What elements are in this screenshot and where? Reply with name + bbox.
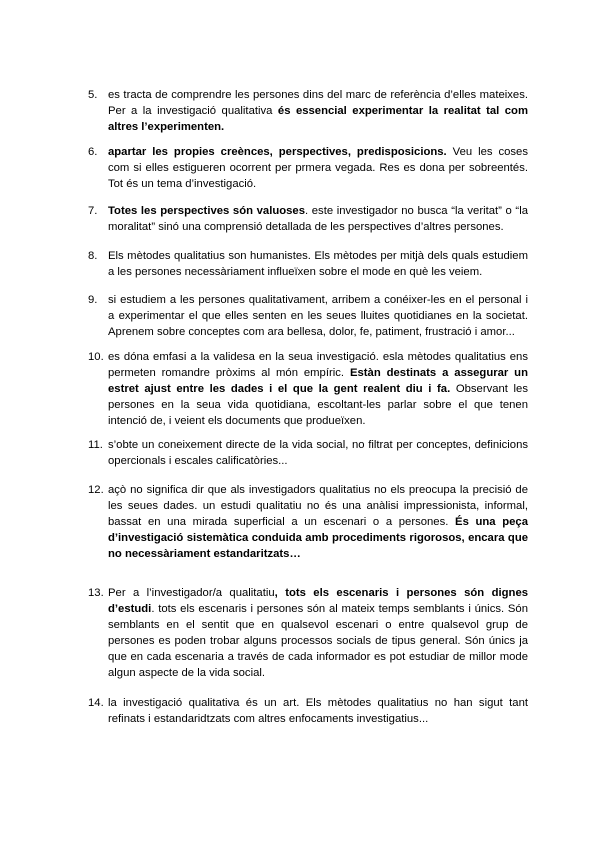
item-number: 10. [88, 351, 104, 363]
item-number: 9. [88, 294, 98, 306]
item-number: 6. [88, 146, 98, 158]
item-number: 7. [88, 205, 98, 217]
item-text [108, 203, 528, 235]
text-segment: Els mètodes qualitatius son humanistes. Els mètodes per mitjà dels quals estudiem a les persones necessàriament influeïxen sobre el mode en què les veiem. [108, 250, 528, 278]
text-segment: es dóna emfasi a la validesa en la seua investigació. esla mètodes qualitatius ens permeten romandre pròxims al món empíric. [108, 351, 528, 379]
text-segment: . este investigador no busca “la veritat” o “la moralitat” sinó una comprensió detallada de les perspectives d’altres persones. [108, 205, 528, 233]
list-item-7 [88, 203, 528, 235]
bold-segment: És una peça d’investigació sistemàtica conduida amb procediments rigorosos, encara que no necessàriament estandaritzats… [108, 516, 528, 560]
bold-segment: Estàn destinats a assegurar un estret ajust entre les dades i el que la gent realent diu i fa. [108, 367, 528, 395]
text-segment: si estudiem a les persones qualitativament, arribem a conéixer-les en el personal i a experimentar el que elles senten en les seues lluites quotidianes en la societat. Aprenem sobre conceptes com ara bellesa, dolor, fe, patiment, frustració i amor... [108, 294, 528, 338]
list-item-10 [88, 349, 528, 429]
list-item-12 [88, 482, 528, 562]
text-segment: Observant les persones en la seua vida quotidiana, escoltant-les parlar sobre el que tenen intenció de, i veient els documents que produeïxen. [108, 383, 528, 427]
text-segment: la investigació qualitativa és un art. Els mètodes qualitatius no han sigut tant refinats i estandaridtzats com altres enfocaments investigatius... [108, 697, 528, 725]
list-item-14 [88, 695, 528, 727]
text-segment: Veu les coses com si elles estigueren ocorrent per prmera vegada. Res es dona per sobreentés. Tot és un tema d’investigació. [108, 146, 528, 190]
bold-segment: és essencial experimentar la realitat tal com altres l’experimenten. [108, 105, 528, 133]
text-segment: . tots els escenaris i persones són al mateix temps semblants i únics. Són semblants en el sentit que en qualsevol escenari o entre qualsevol grup de persones es poden trobar alguns processos socials de tipus general. Són únics ja que en cada escenaria a través de cada informador es pot estudiar de millor mode algun aspecte de la vida social. [108, 603, 528, 679]
item-text [108, 144, 528, 192]
list-item-9 [88, 292, 528, 340]
item-text [108, 248, 528, 280]
item-text [108, 292, 528, 340]
list-item-8 [88, 248, 528, 280]
item-text [108, 482, 528, 562]
item-text [108, 437, 528, 469]
item-number: 12. [88, 484, 104, 496]
item-number: 14. [88, 697, 104, 709]
item-text [108, 585, 528, 681]
text-segment: es tracta de comprendre les persones dins del marc de referència d’elles mateixes. Per a la investigació qualitativa [108, 89, 528, 117]
item-text [108, 87, 528, 135]
list-item-6 [88, 144, 528, 192]
bold-segment: apartar les propies creènces, perspectives, predisposicions. [108, 146, 447, 158]
item-number: 13. [88, 587, 104, 599]
bold-segment: , tots els escenaris i persones són dignes d’estudi [108, 587, 529, 615]
text-segment: açò no significa dir que als investigadors qualitatius no els preocupa la precisió de les seues dades. un estudi qualitatiu no és una anàlisi impressionista, informal, bassat en una mirada superficial a un escenari o a persones. [108, 484, 528, 528]
list-item-11 [88, 437, 528, 469]
item-number: 11. [88, 439, 103, 451]
list-item-5 [88, 87, 528, 135]
text-segment: s’obte un coneixement directe de la vida social, no filtrat per conceptes, definicions opercionals i escales calificatòries... [108, 439, 528, 467]
item-text [108, 349, 528, 429]
item-number: 5. [88, 89, 98, 101]
list-item-13 [88, 585, 528, 681]
item-number: 8. [88, 250, 98, 262]
text-segment: Per a l’investigador/a qualitatiu [108, 587, 275, 599]
item-text [108, 695, 528, 727]
bold-segment: Totes les perspectives són valuoses [108, 205, 305, 217]
